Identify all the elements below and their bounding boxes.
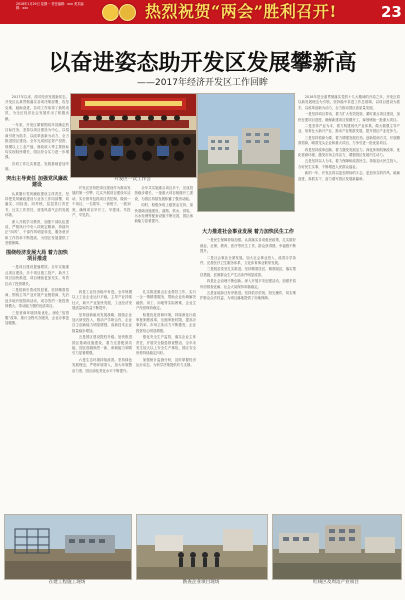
photo-construction-site <box>4 514 132 580</box>
section-subhead: 围绕经济发展大局 着力加快项目推进 <box>6 249 68 262</box>
photo-survey-project <box>136 514 268 580</box>
text-column-2: 开发区坚持把项目建设作为推动发展的第一引擎，扎实开展项目建设年活动，实行领导包抓项目责任制，做到一个项目、一名领导、一套班子、一抓到底，确保项目早开工、早建成、早投产、早见效。 全年共实施重点项目多个，完成投资稳步增长，一批重大项目相继开工建设，为园区持续发展积蓄了强劲动能。 同时，积极争取上级资金支持，加快基础设施建设，道路、供水、供电、污水处理等配套设施不断完善，园区承载能力显著提升。 <box>72 186 193 224</box>
text-column-6: 2018年是全面贯彻落实党的十九大精神的开局之年，开发区将以新发展理念为引领，坚持稳中求进工作总基调，以项目建设为抓手，以改革创新为动力，全力推动园区高质量发展。 一是坚持项目带动，着力扩大有效投资。紧盯重点项目建设，加快在建项目进度，确保新建项目按期开工，谋划储备一批重大项目。 二是坚持产业为本，着力构建现代产业体系。做大做强主导产业，培育壮大新兴产业，推动产业集群发展，提升园区产业竞争力。 三是坚持招商为要，着力增强发展后劲。创新招商方式，开展精准招商，瞄准龙头企业和重大项目，力争引进一批优质项目。 四是坚持改革创新，着力激发发展活力。深化体制机制改革，优化营商环境，激发市场主体活力，增强园区发展内生动力。 五是坚持以人为本，着力保障和改善民生。持续加大民生投入，办好民生实事，不断增进人民群众福祉。 新的一年，开发区将以更加昂扬的斗志、更加务实的作风，砥砺奋进，真抓实干，奋力谱写园区发展新篇章。 <box>298 95 400 181</box>
text-column-4: 扎实推进重点企业帮扶工作，实行一企一策精准服务，帮助企业协调解决融资、用工、用地等实际困难，企业生产经营保持稳定。 积极优化营商环境，持续深化行政审批制度改革，压缩审批时限，提高办事效率，市场主体活力不断激发，企业投资信心明显增强。 强化安全生产监管，落实企业主体责任，开展安全隐患排查整治，全年未发生较大以上安全生产事故，园区安全形势持续稳定向好。 加强统计监测分析，及时掌握经济运行动态，为科学决策提供有力支撑。 <box>136 290 196 368</box>
photo-caption: 红线区及周边产业项目 <box>313 580 359 585</box>
page-header <box>0 0 405 24</box>
party-emblem-icon <box>119 4 136 21</box>
article-subtitle: ——2017年经济开发区工作回眸 <box>137 78 268 88</box>
photo-caption: 勘查企业项目现场 <box>182 580 220 585</box>
photo-caption: 在建工程施工现场 <box>48 580 86 585</box>
photo-work-meeting <box>70 93 197 178</box>
section-subhead: 突出主导责任 加强党风廉政建设 <box>6 175 68 189</box>
emblems <box>102 3 142 21</box>
article-title: 以奋进姿态助开发区发展攀新高 <box>48 50 357 76</box>
photo-building <box>70 186 146 187</box>
section-subhead: 大力推进社会事业发展 着力加快民生工作 <box>202 229 294 235</box>
text-column-1: 2017年以来，面对经济发展新常态，开发区认真贯彻落实各项决策部署，攻坚克难，砥砺奋进，各项工作取得了新的成效，为全区经济社会发展作出了积极贡献。 一年来，开发区紧紧围绕年初确定的目标任务，坚持以项目建设为中心，以招商引资为抓手，以改革创新为动力，全力推进园区建设。全年完成固定资产投资、规模以上工业产值、财政收入等主要指标均实现较快增长，园区综合实力进一步增强。 各项工作扎实推进，发展基础更加牢固。 突出主导责任 加强党风廉政建设 认真履行党风廉政建设主体责任，坚持把党风廉政建设与业务工作同部署、同落实、同检查、同考核，层层签订责任书，压实工作责任，营造风清气正的发展环境。 深入开展学习教育，加强干部队伍建设，严格执行中央八项规定精神，持续纠正“四风”，干部作风明显转变，服务意识和工作效率不断提高，为园区发展提供了坚强保障。 围绕经济发展大局 着力加快项目推进 一是项目建设提速增效。全年实施重点项目建设，多个项目竣工投产，新开工项目加快推进，项目储备更加充实，有效拉动了投资增长。 二是招商引资成效显著。坚持精准招商，围绕主导产业开展产业链招商，先后赴多地开展招商活动，成功签约一批投资规模大、带动能力强的优质项目。 三是营商环境持续优化。深化“放管服”改革，推行全程代办服务，企业办事更加便捷。 <box>5 95 69 326</box>
header-banner: 热烈祝贺“两会”胜利召开! <box>145 2 337 21</box>
page-number: 23 <box>381 3 402 21</box>
text-column-3: 四是工业经济稳中有进。全年规模以上工业企业运行平稳，主导产业持续壮大，新兴产业加快发展，工业经济发展质量和效益不断提升。 坚持创新驱动发展战略，鼓励企业加大研发投入，推动产学研合作，企业自主创新能力明显增强，高新技术企业数量稳步增加。 五是园区建设提档升级。加快推进园区基础设施建设，着力完善配套功能，园区面貌焕然一新，承载能力和吸引力显著增强。 六是生态环境持续改善。坚持绿色发展理念，严格环境准入，加大环境整治力度，园区绿化美化水平不断提升。 <box>72 290 132 373</box>
photo-caption: 开发区一次工作会 <box>114 177 151 182</box>
header-date: 2018年1月29日 星期一 责任编辑：xxx 美术编辑：xxx <box>16 2 84 10</box>
photo-industrial-park <box>197 93 295 212</box>
photo-redline-area <box>272 514 402 580</box>
national-emblem-icon <box>102 4 119 21</box>
text-column-5: 大力推进社会事业发展 着力加快民生工作 一是民生保障持续加强。认真落实各项惠民政策，扎实做好就业、社保、教育、医疗等民生工作，群众获得感、幸福感不断提升。 二是社会事业全面发展。加大社会事业投入，改善办学条件，完善医疗卫生服务体系，文化体育事业繁荣发展。 三是脱贫攻坚扎实推进。坚持精准扶贫、精准脱贫，落实帮扶措施，贫困群众生产生活条件明显改善。 四是社会治理不断创新。深入开展平安创建活动，加强矛盾纠纷排查化解，社会大局保持和谐稳定。 五是征地拆迁有序推进。坚持依法依规、阳光操作，切实维护群众合法权益，为项目落地提供了用地保障。 <box>200 229 296 301</box>
